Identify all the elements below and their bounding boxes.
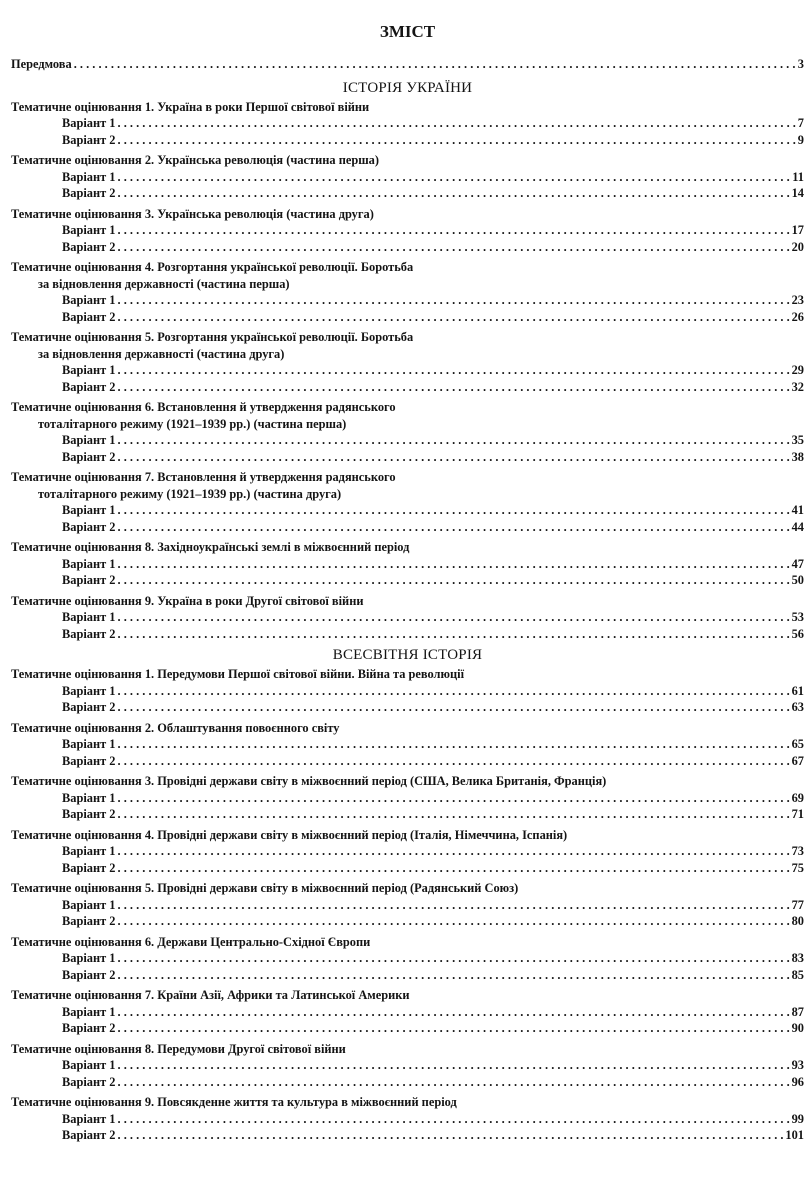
toc-topic-block (11, 469, 804, 535)
variant-label: Варіант 1 (62, 293, 116, 307)
toc-topic-block (11, 987, 804, 1037)
topic-heading[interactable] (11, 880, 804, 897)
variant-page-number: 9 (797, 132, 804, 147)
toc-entry-variant[interactable] (11, 132, 804, 149)
variant-label: Варіант 2 (62, 860, 116, 875)
variant-page-number: 85 (791, 967, 804, 982)
dot-leader (118, 115, 796, 132)
topic-heading[interactable] (11, 329, 804, 362)
variant-page-number: 90 (791, 1021, 804, 1035)
variant-label: Варіант 1 (62, 897, 116, 912)
toc-entry-variant[interactable] (11, 967, 804, 984)
toc-entry-variant[interactable] (11, 913, 804, 930)
dot-leader (118, 843, 790, 860)
topic-title-line: Тематичне оцінювання 6. Встановлення й утвердження радянського (11, 400, 396, 414)
variant-page-number: 44 (791, 519, 804, 534)
toc-entry-variant[interactable] (11, 519, 804, 536)
variant-page-number: 69 (791, 790, 804, 805)
topic-title-line: Тематичне оцінювання 3. Провідні держави світу в міжвоєнний період (США, Велика Британія, Франція) (11, 774, 607, 788)
variant-page-number: 41 (791, 503, 804, 517)
toc-topic-block (11, 593, 804, 643)
topic-heading[interactable] (11, 539, 804, 556)
toc-entry-variant[interactable] (11, 790, 804, 807)
toc-entry-variant[interactable] (11, 309, 804, 326)
topic-title-line: Тематичне оцінювання 7. Країни Азії, Африки та Латинської Америки (11, 988, 410, 1002)
topic-heading[interactable] (11, 399, 804, 432)
dot-leader (118, 1004, 790, 1021)
toc-entry-preface[interactable] (11, 56, 804, 73)
variant-label: Варіант 2 (62, 186, 116, 200)
topic-heading[interactable] (11, 987, 804, 1004)
dot-leader (118, 1057, 790, 1074)
dot-leader (74, 56, 796, 73)
toc-topic-block (11, 259, 804, 325)
variant-label: Варіант 2 (62, 379, 116, 394)
dot-leader (118, 1127, 784, 1144)
toc-entry-variant[interactable] (11, 1004, 804, 1021)
topic-heading[interactable] (11, 934, 804, 951)
toc-entry-variant[interactable] (11, 736, 804, 753)
topic-title-line: Тематичне оцінювання 9. Повсякденне життя та культура в міжвоєнний період (11, 1095, 457, 1109)
toc-topic-block (11, 206, 804, 256)
toc-entry-variant[interactable] (11, 626, 804, 643)
variant-label: Варіант 1 (62, 503, 116, 517)
variant-page-number: 47 (791, 556, 804, 571)
toc-entry-variant[interactable] (11, 222, 804, 239)
variant-label: Варіант 1 (62, 433, 116, 447)
topic-title-line: Тематичне оцінювання 7. Встановлення й утвердження радянського (11, 470, 396, 484)
topic-title-line: Тематичне оцінювання 2. Українська революція (частина перша) (11, 153, 380, 167)
toc-topic-block (11, 934, 804, 984)
variant-label: Варіант 1 (62, 1058, 116, 1072)
variant-page-number: 101 (785, 1128, 804, 1142)
variant-page-number: 23 (791, 293, 804, 307)
dot-leader (118, 753, 790, 770)
topic-heading[interactable] (11, 593, 804, 610)
variant-page-number: 11 (792, 169, 804, 184)
variant-page-number: 14 (791, 186, 804, 200)
toc-topic-block (11, 880, 804, 930)
dot-leader (118, 897, 790, 914)
toc-entry-variant[interactable] (11, 239, 804, 256)
topic-heading[interactable] (11, 152, 804, 169)
toc-entry-variant[interactable] (11, 292, 804, 309)
variant-label: Варіант 2 (62, 753, 116, 768)
variant-page-number: 80 (791, 914, 804, 928)
toc-entry-variant[interactable] (11, 1074, 804, 1091)
dot-leader (118, 626, 790, 643)
topic-heading[interactable] (11, 666, 804, 683)
variant-label: Варіант 1 (62, 610, 116, 624)
variant-page-number: 77 (791, 897, 804, 912)
topic-heading[interactable] (11, 469, 804, 502)
variant-label: Варіант 1 (62, 1004, 116, 1019)
variant-label: Варіант 2 (62, 1074, 116, 1089)
variant-label: Варіант 1 (62, 116, 116, 130)
dot-leader (118, 967, 790, 984)
variant-page-number: 53 (791, 610, 804, 624)
dot-leader (118, 169, 791, 186)
toc-entry-variant[interactable] (11, 432, 804, 449)
variant-label: Варіант 1 (62, 737, 116, 751)
toc-topic-block (11, 99, 804, 149)
dot-leader (118, 609, 790, 626)
dot-leader (118, 556, 790, 573)
topic-heading[interactable] (11, 1041, 804, 1058)
variant-page-number: 29 (791, 363, 804, 377)
topic-title-line: Тематичне оцінювання 9. Україна в роки Другої світової війни (11, 593, 364, 608)
variant-label: Варіант 2 (62, 309, 116, 324)
toc-entry-variant[interactable] (11, 449, 804, 466)
variant-label: Варіант 1 (62, 223, 116, 237)
toc-entry-variant[interactable] (11, 572, 804, 589)
preface-label: Передмова (11, 57, 72, 71)
topic-heading[interactable] (11, 773, 804, 790)
variant-label: Варіант 2 (62, 914, 116, 928)
preface-page-number: 3 (797, 57, 804, 71)
variant-label: Варіант 1 (62, 683, 116, 698)
toc-topic-block (11, 152, 804, 202)
dot-leader (118, 432, 790, 449)
variant-page-number: 20 (791, 239, 804, 254)
toc-entry-variant[interactable] (11, 950, 804, 967)
toc-topic-block (11, 1094, 804, 1144)
dot-leader (118, 1111, 790, 1128)
dot-leader (118, 502, 790, 519)
variant-label: Варіант 2 (62, 573, 116, 587)
variant-page-number: 93 (791, 1058, 804, 1072)
dot-leader (118, 292, 790, 309)
toc-sections (11, 79, 804, 1144)
section-heading: ІСТОРІЯ УКРАЇНИ (342, 79, 473, 96)
variant-label: Варіант 2 (62, 132, 116, 147)
variant-label: Варіант 2 (62, 449, 116, 464)
variant-label: Варіант 1 (62, 790, 116, 805)
variant-page-number: 83 (791, 951, 804, 965)
dot-leader (118, 449, 790, 466)
variant-label: Варіант 2 (62, 519, 116, 534)
dot-leader (118, 950, 790, 967)
variant-page-number: 35 (791, 433, 804, 447)
variant-page-number: 75 (791, 860, 804, 875)
dot-leader (118, 699, 790, 716)
variant-page-number: 67 (791, 753, 804, 768)
variant-label: Варіант 1 (62, 951, 116, 965)
variant-page-number: 61 (791, 683, 804, 698)
toc-entry-variant[interactable] (11, 699, 804, 716)
dot-leader (118, 913, 790, 930)
variant-label: Варіант 2 (62, 700, 116, 714)
variant-page-number: 99 (791, 1111, 804, 1126)
toc-entry-variant[interactable] (11, 806, 804, 823)
dot-leader (118, 185, 790, 202)
topic-title-line: Тематичне оцінювання 8. Передумови Другої світової війни (11, 1041, 346, 1056)
variant-label: Варіант 2 (62, 626, 116, 641)
toc-topic-block (11, 1041, 804, 1091)
variant-page-number: 71 (791, 807, 804, 821)
topic-title-line: Тематичне оцінювання 2. Облаштування повоєнного світу (11, 720, 340, 735)
variant-page-number: 38 (791, 449, 804, 464)
dot-leader (118, 239, 790, 256)
topic-heading[interactable] (11, 206, 804, 223)
toc-entry-variant[interactable] (11, 556, 804, 573)
toc-entry-variant[interactable] (11, 1111, 804, 1128)
topic-title-line: Тематичне оцінювання 4. Розгортання української революції. Боротьба (11, 260, 414, 274)
toc-entry-variant[interactable] (11, 185, 804, 202)
toc-entry-variant[interactable] (11, 897, 804, 914)
topic-title-line: Тематичне оцінювання 1. Передумови Першої світової війни. Війна та революції (11, 667, 465, 681)
dot-leader (118, 683, 790, 700)
toc-title: ЗМІСТ (379, 22, 436, 41)
variant-page-number: 73 (791, 844, 804, 858)
topic-title-line: Тематичне оцінювання 4. Провідні держави світу в міжвоєнний період (Італія, Німеччина, Іспанія) (11, 827, 568, 842)
toc-entry-variant[interactable] (11, 362, 804, 379)
toc-entry-variant[interactable] (11, 379, 804, 396)
variant-label: Варіант 1 (62, 363, 116, 377)
dot-leader (118, 1020, 790, 1037)
topic-heading[interactable] (11, 1094, 804, 1111)
toc-topic-block (11, 827, 804, 877)
variant-page-number: 26 (791, 309, 804, 324)
dot-leader (118, 309, 790, 326)
variant-page-number: 63 (791, 700, 804, 714)
topic-title-line: Тематичне оцінювання 8. Західноукраїнські землі в міжвоєнний період (11, 540, 410, 554)
toc-entry-variant[interactable] (11, 843, 804, 860)
toc-entry-variant[interactable] (11, 1057, 804, 1074)
topic-title-line: Тематичне оцінювання 1. Україна в роки Першої світової війни (11, 99, 370, 114)
toc-entry-variant[interactable] (11, 860, 804, 877)
variant-page-number: 50 (791, 573, 804, 587)
variant-label: Варіант 2 (62, 967, 116, 982)
dot-leader (118, 519, 790, 536)
variant-label: Варіант 1 (62, 844, 116, 858)
topic-heading[interactable] (11, 99, 804, 116)
dot-leader (118, 572, 790, 589)
variant-label: Варіант 1 (62, 1111, 116, 1126)
toc-entry-variant[interactable] (11, 115, 804, 132)
toc-topic-block (11, 720, 804, 770)
topic-title-continuation: тоталітарного режиму (1921–1939 рр.) (частина перша) (38, 416, 347, 431)
section-heading: ВСЕСВІТНЯ ІСТОРІЯ (332, 647, 483, 663)
topic-heading[interactable] (11, 720, 804, 737)
toc-entry-variant[interactable] (11, 753, 804, 770)
topic-title-line: Тематичне оцінювання 6. Держави Центрально-Східної Європи (11, 934, 371, 949)
variant-page-number: 56 (791, 626, 804, 641)
variant-label: Варіант 2 (62, 1021, 116, 1035)
dot-leader (118, 132, 796, 149)
dot-leader (118, 806, 790, 823)
variant-page-number: 17 (791, 223, 804, 237)
variant-page-number: 32 (791, 379, 804, 394)
topic-heading[interactable] (11, 259, 804, 292)
toc-topic-block (11, 329, 804, 395)
variant-label: Варіант 2 (62, 1128, 116, 1142)
toc-topic-block (11, 399, 804, 465)
variant-label: Варіант 1 (62, 556, 116, 571)
topic-title-continuation: за відновлення державності (частина перша) (38, 276, 290, 291)
toc-topic-block (11, 539, 804, 589)
topic-title-continuation: за відновлення державності (частина друга) (38, 346, 285, 361)
toc-topic-block (11, 773, 804, 823)
topic-heading[interactable] (11, 827, 804, 844)
toc-topic-block (11, 666, 804, 716)
toc-entry-variant[interactable] (11, 1020, 804, 1037)
topic-title-line: Тематичне оцінювання 5. Розгортання української революції. Боротьба (11, 330, 414, 344)
variant-page-number: 65 (791, 737, 804, 751)
toc-entry-variant[interactable] (11, 169, 804, 186)
dot-leader (118, 860, 790, 877)
variant-page-number: 87 (791, 1004, 804, 1019)
variant-label: Варіант 2 (62, 807, 116, 821)
toc-entry-variant[interactable] (11, 502, 804, 519)
toc-entry-variant[interactable] (11, 609, 804, 626)
topic-title-line: Тематичне оцінювання 5. Провідні держави світу в міжвоєнний період (Радянський Союз) (11, 881, 519, 895)
dot-leader (118, 736, 790, 753)
dot-leader (118, 1074, 790, 1091)
toc-entry-variant[interactable] (11, 1127, 804, 1144)
dot-leader (118, 379, 790, 396)
topic-title-continuation: тоталітарного режиму (1921–1939 рр.) (частина друга) (38, 486, 342, 501)
variant-page-number: 7 (797, 116, 804, 130)
variant-label: Варіант 2 (62, 239, 116, 254)
topic-title-line: Тематичне оцінювання 3. Українська революція (частина друга) (11, 206, 374, 221)
toc-entry-variant[interactable] (11, 683, 804, 700)
dot-leader (118, 222, 790, 239)
dot-leader (118, 362, 790, 379)
dot-leader (118, 790, 790, 807)
variant-label: Варіант 1 (62, 169, 116, 184)
variant-page-number: 96 (791, 1074, 804, 1089)
